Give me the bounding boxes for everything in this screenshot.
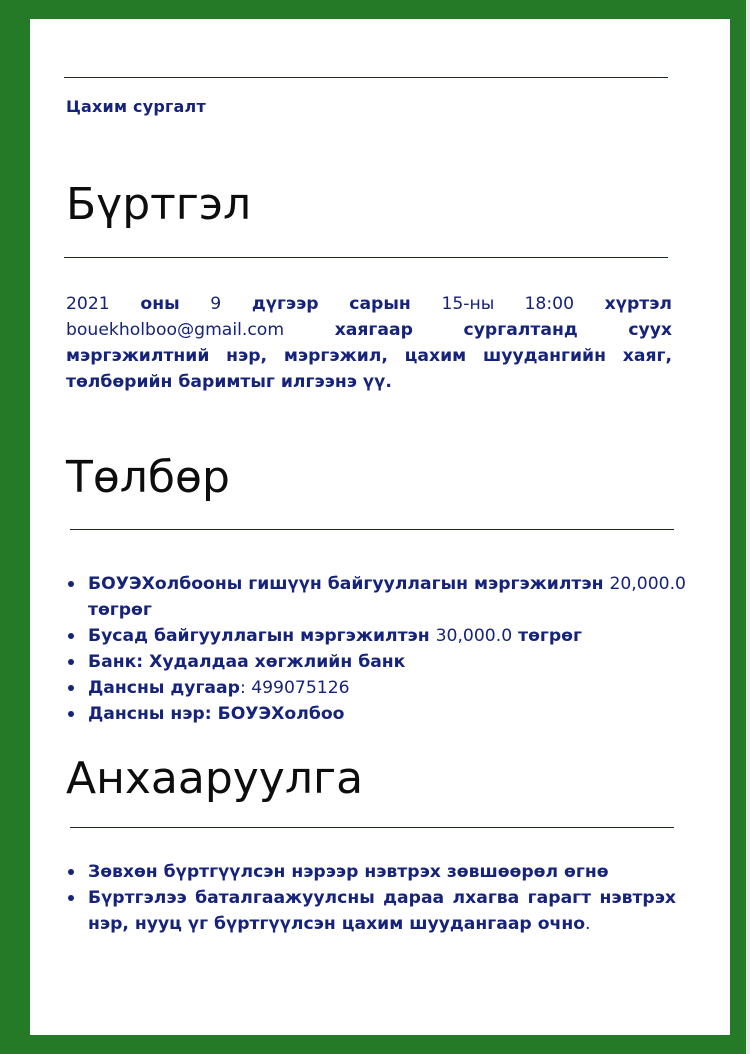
payment-rule [70,529,674,530]
payment-list [66,571,686,727]
payment-item-label: БОУЭХолбооны гишүүн байгууллагын мэргэжилтэн [88,574,610,594]
top-rule [64,77,668,78]
reg-text-4: хүртэл [574,294,672,314]
reg-text-3 [494,294,524,314]
bullet-icon [68,659,74,665]
bullet-icon [68,869,74,875]
notice-item-text: Зөвхөн бүртгүүлсэн нэрээр нэвтрэх зөвшөөрөл өгнө [88,862,609,882]
registration-heading: Бүртгэл [66,179,252,230]
notice-heading: Анхааруулга [66,753,364,804]
list-item [66,649,686,675]
bullet-icon [68,895,74,901]
list-item [66,675,686,701]
payment-item-amount: 20,000.0 [609,574,686,594]
list-item [66,885,676,937]
notice-item-text: Бүртгэлээ баталгаажуулсны дараа лхагва гарагт нэвтрэх нэр, нууц үг бүртгүүлсэн цахим шуудангаар очно [88,888,676,934]
reg-text-5: хаягаар сургалтанд суух мэргэжилтний нэр, мэргэжил, цахим шуудангийн хаяг, төлбөрийн баримтыг илгээнэ үү. [66,320,672,392]
registration-rule [64,257,668,258]
reg-year: 2021 [66,294,110,314]
bullet-icon [68,581,74,587]
payment-heading: Төлбөр [66,452,230,503]
document-sheet [30,19,730,1035]
bullet-icon [68,685,74,691]
page-edge [746,0,750,1054]
bullet-icon [68,711,74,717]
list-item [66,859,676,885]
payment-item-unit: төгрөг [88,600,152,620]
notice-rule [70,827,674,828]
payment-item-label: Дансны нэр: БОУЭХолбоо [88,704,345,724]
payment-item-unit: төгрөг [512,626,582,646]
document-kicker: Цахим сургалт [66,97,206,116]
reg-text-1: оны [109,294,211,314]
reg-email[interactable]: bouekholboo@gmail.com [66,320,285,340]
reg-date-15: 15-ны [441,294,495,314]
payment-item-account-number: : 499075126 [239,678,350,698]
notice-list [66,859,676,937]
reg-time: 18:00 [524,294,575,314]
reg-text-2: дүгээр сарын [221,294,442,314]
payment-item-label: Банк: Худалдаа хөгжлийн банк [88,652,406,672]
list-item [66,623,686,649]
registration-paragraph [66,291,672,395]
notice-item-period: . [585,914,591,934]
list-item [66,701,686,727]
payment-item-label: Дансны дугаар [88,678,240,698]
bullet-icon [68,633,74,639]
payment-item-amount: 30,000.0 [435,626,513,646]
payment-item-label: Бусад байгууллагын мэргэжилтэн [88,626,436,646]
list-item [66,571,686,623]
reg-day: 9 [210,294,222,314]
